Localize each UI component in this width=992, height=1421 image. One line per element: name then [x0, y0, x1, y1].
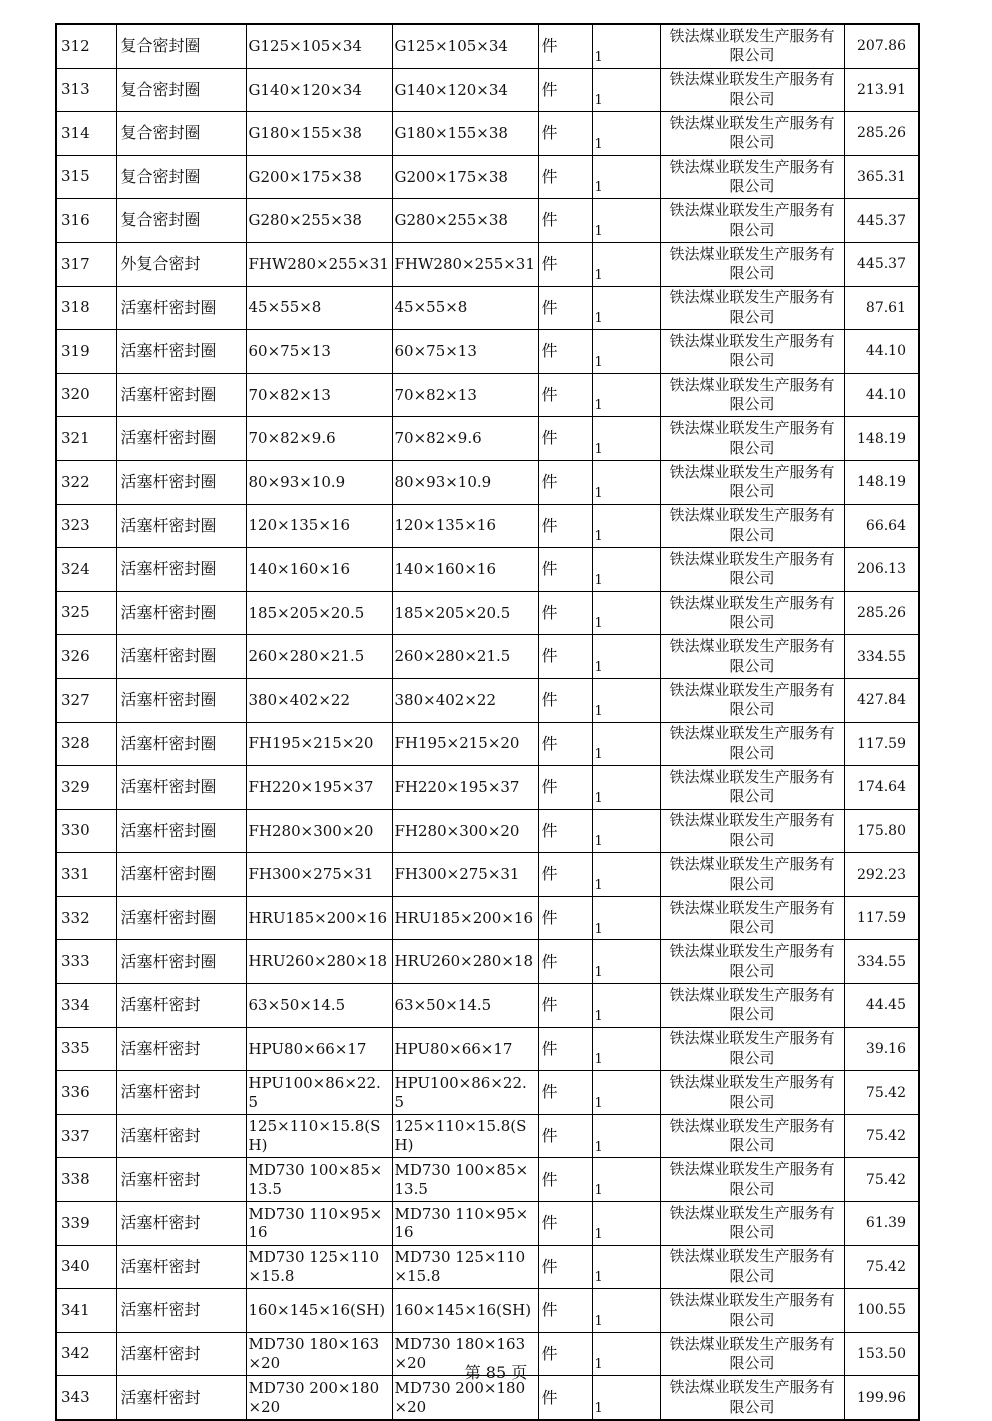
unit-price-cell: 75.42 [844, 1114, 919, 1158]
supplier-cell: 铁法煤业联发生产服务有限公司 [660, 1245, 844, 1289]
table-row [56, 24, 919, 68]
supplier-cell: 铁法煤业联发生产服务有限公司 [660, 460, 844, 504]
row-number-cell: 328 [56, 722, 116, 766]
table-row [56, 286, 919, 330]
supplier-cell: 铁法煤业联发生产服务有限公司 [660, 548, 844, 592]
unit-price-cell: 44.45 [844, 984, 919, 1028]
unit-price-cell: 427.84 [844, 678, 919, 722]
item-name-cell: 复合密封圈 [116, 24, 246, 68]
item-name-cell: 复合密封圈 [116, 199, 246, 243]
unit-cell: 件 [538, 1245, 592, 1289]
specification-cell: 80×93×10.9 [246, 460, 392, 504]
quantity-cell: 1 [592, 940, 660, 984]
unit-price-cell: 75.42 [844, 1071, 919, 1115]
unit-price-cell: 117.59 [844, 722, 919, 766]
unit-cell: 件 [538, 853, 592, 897]
model-cell: MD730 180×163×20 [392, 1332, 538, 1376]
supplier-cell: 铁法煤业联发生产服务有限公司 [660, 1376, 844, 1420]
specification-cell: 70×82×9.6 [246, 417, 392, 461]
quantity-cell: 1 [592, 1332, 660, 1376]
item-name-cell: 活塞杆密封圈 [116, 635, 246, 679]
model-cell: G140×120×34 [392, 68, 538, 112]
supplier-cell: 铁法煤业联发生产服务有限公司 [660, 635, 844, 679]
table-row [56, 504, 919, 548]
quantity-cell: 1 [592, 242, 660, 286]
model-cell: G280×255×38 [392, 199, 538, 243]
supplier-cell: 铁法煤业联发生产服务有限公司 [660, 1071, 844, 1115]
supplier-cell: 铁法煤业联发生产服务有限公司 [660, 112, 844, 156]
supplier-cell: 铁法煤业联发生产服务有限公司 [660, 504, 844, 548]
unit-price-cell: 213.91 [844, 68, 919, 112]
specification-cell: 60×75×13 [246, 330, 392, 374]
quantity-cell: 1 [592, 591, 660, 635]
unit-price-cell: 100.55 [844, 1289, 919, 1333]
item-name-cell: 活塞杆密封圈 [116, 330, 246, 374]
unit-cell: 件 [538, 1071, 592, 1115]
unit-cell: 件 [538, 1027, 592, 1071]
row-number-cell: 321 [56, 417, 116, 461]
quantity-cell: 1 [592, 548, 660, 592]
quantity-cell: 1 [592, 1071, 660, 1115]
table-row [56, 1202, 919, 1246]
table-row [56, 68, 919, 112]
model-cell: HPU100×86×22.5 [392, 1071, 538, 1115]
supplier-cell: 铁法煤业联发生产服务有限公司 [660, 1202, 844, 1246]
quantity-cell: 1 [592, 199, 660, 243]
specification-cell: MD730 100×85×13.5 [246, 1158, 392, 1202]
unit-cell: 件 [538, 242, 592, 286]
model-cell: HRU185×200×16 [392, 896, 538, 940]
unit-price-cell: 75.42 [844, 1158, 919, 1202]
model-cell: 140×160×16 [392, 548, 538, 592]
table-row [56, 112, 919, 156]
row-number-cell: 324 [56, 548, 116, 592]
table-row [56, 940, 919, 984]
supplier-cell: 铁法煤业联发生产服务有限公司 [660, 330, 844, 374]
specification-cell: FH280×300×20 [246, 809, 392, 853]
specification-cell: MD730 110×95×16 [246, 1202, 392, 1246]
table-row [56, 591, 919, 635]
row-number-cell: 342 [56, 1332, 116, 1376]
item-name-cell: 活塞杆密封 [116, 1332, 246, 1376]
item-name-cell: 活塞杆密封圈 [116, 548, 246, 592]
specification-cell: 125×110×15.8(SH) [246, 1114, 392, 1158]
item-name-cell: 复合密封圈 [116, 68, 246, 112]
unit-cell: 件 [538, 591, 592, 635]
item-name-cell: 活塞杆密封圈 [116, 504, 246, 548]
supplier-cell: 铁法煤业联发生产服务有限公司 [660, 24, 844, 68]
quantity-cell: 1 [592, 1289, 660, 1333]
unit-price-cell: 87.61 [844, 286, 919, 330]
quantity-cell: 1 [592, 1376, 660, 1420]
quantity-cell: 1 [592, 766, 660, 810]
table-row [56, 1158, 919, 1202]
model-cell: MD730 100×85×13.5 [392, 1158, 538, 1202]
specification-cell: G280×255×38 [246, 199, 392, 243]
unit-cell: 件 [538, 417, 592, 461]
row-number-cell: 338 [56, 1158, 116, 1202]
table-row [56, 155, 919, 199]
model-cell: G125×105×34 [392, 24, 538, 68]
specification-cell: MD730 180×163×20 [246, 1332, 392, 1376]
specification-cell: FH300×275×31 [246, 853, 392, 897]
model-cell: 260×280×21.5 [392, 635, 538, 679]
table-row [56, 1245, 919, 1289]
unit-cell: 件 [538, 112, 592, 156]
table-row [56, 766, 919, 810]
row-number-cell: 322 [56, 460, 116, 504]
model-cell: 45×55×8 [392, 286, 538, 330]
table-row [56, 1289, 919, 1333]
specification-cell: 380×402×22 [246, 678, 392, 722]
unit-cell: 件 [538, 504, 592, 548]
model-cell: HPU80×66×17 [392, 1027, 538, 1071]
quantity-cell: 1 [592, 460, 660, 504]
row-number-cell: 315 [56, 155, 116, 199]
specification-cell: 140×160×16 [246, 548, 392, 592]
unit-price-cell: 153.50 [844, 1332, 919, 1376]
supplier-cell: 铁法煤业联发生产服务有限公司 [660, 286, 844, 330]
table-body [56, 24, 919, 1420]
quantity-cell: 1 [592, 286, 660, 330]
quantity-cell: 1 [592, 68, 660, 112]
row-number-cell: 318 [56, 286, 116, 330]
specification-cell: G125×105×34 [246, 24, 392, 68]
row-number-cell: 312 [56, 24, 116, 68]
page-number: 第 85 页 [464, 1363, 528, 1382]
item-name-cell: 复合密封圈 [116, 112, 246, 156]
table-row [56, 678, 919, 722]
unit-price-cell: 445.37 [844, 199, 919, 243]
specification-cell: FH195×215×20 [246, 722, 392, 766]
table-row [56, 1071, 919, 1115]
model-cell: 63×50×14.5 [392, 984, 538, 1028]
quantity-cell: 1 [592, 1245, 660, 1289]
unit-price-cell: 175.80 [844, 809, 919, 853]
supplier-cell: 铁法煤业联发生产服务有限公司 [660, 940, 844, 984]
item-name-cell: 活塞杆密封 [116, 1071, 246, 1115]
row-number-cell: 317 [56, 242, 116, 286]
unit-cell: 件 [538, 155, 592, 199]
unit-cell: 件 [538, 1332, 592, 1376]
specification-cell: HPU100×86×22.5 [246, 1071, 392, 1115]
supplier-cell: 铁法煤业联发生产服务有限公司 [660, 199, 844, 243]
model-cell: 160×145×16(SH) [392, 1289, 538, 1333]
item-name-cell: 活塞杆密封圈 [116, 722, 246, 766]
specification-cell: HRU260×280×18 [246, 940, 392, 984]
parts-price-table [55, 23, 920, 1421]
model-cell: HRU260×280×18 [392, 940, 538, 984]
table-row [56, 853, 919, 897]
unit-cell: 件 [538, 286, 592, 330]
unit-price-cell: 285.26 [844, 112, 919, 156]
model-cell: 120×135×16 [392, 504, 538, 548]
table-row [56, 417, 919, 461]
item-name-cell: 外复合密封 [116, 242, 246, 286]
table-row [56, 242, 919, 286]
quantity-cell: 1 [592, 984, 660, 1028]
unit-price-cell: 148.19 [844, 460, 919, 504]
row-number-cell: 333 [56, 940, 116, 984]
specification-cell: HPU80×66×17 [246, 1027, 392, 1071]
unit-price-cell: 365.31 [844, 155, 919, 199]
unit-cell: 件 [538, 722, 592, 766]
row-number-cell: 326 [56, 635, 116, 679]
unit-cell: 件 [538, 1158, 592, 1202]
unit-price-cell: 75.42 [844, 1245, 919, 1289]
supplier-cell: 铁法煤业联发生产服务有限公司 [660, 373, 844, 417]
supplier-cell: 铁法煤业联发生产服务有限公司 [660, 417, 844, 461]
model-cell: FH220×195×37 [392, 766, 538, 810]
supplier-cell: 铁法煤业联发生产服务有限公司 [660, 809, 844, 853]
model-cell: 60×75×13 [392, 330, 538, 374]
quantity-cell: 1 [592, 635, 660, 679]
item-name-cell: 活塞杆密封 [116, 1245, 246, 1289]
supplier-cell: 铁法煤业联发生产服务有限公司 [660, 1289, 844, 1333]
table-row [56, 373, 919, 417]
row-number-cell: 337 [56, 1114, 116, 1158]
unit-price-cell: 174.64 [844, 766, 919, 810]
table-row [56, 1027, 919, 1071]
supplier-cell: 铁法煤业联发生产服务有限公司 [660, 678, 844, 722]
unit-cell: 件 [538, 635, 592, 679]
table-row [56, 1114, 919, 1158]
row-number-cell: 340 [56, 1245, 116, 1289]
unit-price-cell: 445.37 [844, 242, 919, 286]
specification-cell: G140×120×34 [246, 68, 392, 112]
model-cell: G200×175×38 [392, 155, 538, 199]
supplier-cell: 铁法煤业联发生产服务有限公司 [660, 155, 844, 199]
item-name-cell: 活塞杆密封圈 [116, 417, 246, 461]
table-row [56, 199, 919, 243]
row-number-cell: 331 [56, 853, 116, 897]
row-number-cell: 316 [56, 199, 116, 243]
quantity-cell: 1 [592, 373, 660, 417]
table-row [56, 460, 919, 504]
table-row [56, 548, 919, 592]
model-cell: MD730 200×180×20 [392, 1376, 538, 1420]
supplier-cell: 铁法煤业联发生产服务有限公司 [660, 242, 844, 286]
specification-cell: FH220×195×37 [246, 766, 392, 810]
specification-cell: MD730 125×110×15.8 [246, 1245, 392, 1289]
row-number-cell: 343 [56, 1376, 116, 1420]
row-number-cell: 341 [56, 1289, 116, 1333]
item-name-cell: 活塞杆密封 [116, 1376, 246, 1420]
quantity-cell: 1 [592, 155, 660, 199]
supplier-cell: 铁法煤业联发生产服务有限公司 [660, 591, 844, 635]
item-name-cell: 活塞杆密封圈 [116, 591, 246, 635]
supplier-cell: 铁法煤业联发生产服务有限公司 [660, 1332, 844, 1376]
specification-cell: 70×82×13 [246, 373, 392, 417]
model-cell: FHW280×255×31 [392, 242, 538, 286]
row-number-cell: 325 [56, 591, 116, 635]
unit-cell: 件 [538, 896, 592, 940]
item-name-cell: 复合密封圈 [116, 155, 246, 199]
unit-cell: 件 [538, 1114, 592, 1158]
item-name-cell: 活塞杆密封 [116, 1027, 246, 1071]
row-number-cell: 334 [56, 984, 116, 1028]
unit-price-cell: 44.10 [844, 330, 919, 374]
model-cell: G180×155×38 [392, 112, 538, 156]
unit-cell: 件 [538, 68, 592, 112]
supplier-cell: 铁法煤业联发生产服务有限公司 [660, 766, 844, 810]
unit-price-cell: 61.39 [844, 1202, 919, 1246]
item-name-cell: 活塞杆密封圈 [116, 853, 246, 897]
unit-price-cell: 334.55 [844, 635, 919, 679]
table-row [56, 330, 919, 374]
unit-price-cell: 148.19 [844, 417, 919, 461]
quantity-cell: 1 [592, 330, 660, 374]
unit-price-cell: 285.26 [844, 591, 919, 635]
supplier-cell: 铁法煤业联发生产服务有限公司 [660, 896, 844, 940]
unit-cell: 件 [538, 984, 592, 1028]
supplier-cell: 铁法煤业联发生产服务有限公司 [660, 1158, 844, 1202]
quantity-cell: 1 [592, 722, 660, 766]
unit-cell: 件 [538, 24, 592, 68]
model-cell: FH300×275×31 [392, 853, 538, 897]
row-number-cell: 336 [56, 1071, 116, 1115]
quantity-cell: 1 [592, 1114, 660, 1158]
specification-cell: 120×135×16 [246, 504, 392, 548]
quantity-cell: 1 [592, 112, 660, 156]
row-number-cell: 339 [56, 1202, 116, 1246]
item-name-cell: 活塞杆密封 [116, 1202, 246, 1246]
model-cell: 70×82×13 [392, 373, 538, 417]
unit-price-cell: 207.86 [844, 24, 919, 68]
unit-cell: 件 [538, 1376, 592, 1420]
unit-cell: 件 [538, 548, 592, 592]
specification-cell: MD730 200×180×20 [246, 1376, 392, 1420]
unit-cell: 件 [538, 330, 592, 374]
unit-cell: 件 [538, 199, 592, 243]
item-name-cell: 活塞杆密封圈 [116, 373, 246, 417]
specification-cell: HRU185×200×16 [246, 896, 392, 940]
quantity-cell: 1 [592, 853, 660, 897]
quantity-cell: 1 [592, 504, 660, 548]
item-name-cell: 活塞杆密封圈 [116, 766, 246, 810]
unit-price-cell: 206.13 [844, 548, 919, 592]
supplier-cell: 铁法煤业联发生产服务有限公司 [660, 722, 844, 766]
item-name-cell: 活塞杆密封圈 [116, 809, 246, 853]
unit-price-cell: 334.55 [844, 940, 919, 984]
unit-price-cell: 44.10 [844, 373, 919, 417]
specification-cell: 260×280×21.5 [246, 635, 392, 679]
model-cell: FH280×300×20 [392, 809, 538, 853]
supplier-cell: 铁法煤业联发生产服务有限公司 [660, 984, 844, 1028]
unit-cell: 件 [538, 766, 592, 810]
specification-cell: FHW280×255×31 [246, 242, 392, 286]
specification-cell: 160×145×16(SH) [246, 1289, 392, 1333]
item-name-cell: 活塞杆密封圈 [116, 940, 246, 984]
supplier-cell: 铁法煤业联发生产服务有限公司 [660, 1027, 844, 1071]
unit-cell: 件 [538, 1289, 592, 1333]
quantity-cell: 1 [592, 417, 660, 461]
row-number-cell: 323 [56, 504, 116, 548]
quantity-cell: 1 [592, 678, 660, 722]
unit-cell: 件 [538, 940, 592, 984]
quantity-cell: 1 [592, 24, 660, 68]
quantity-cell: 1 [592, 896, 660, 940]
item-name-cell: 活塞杆密封 [116, 1114, 246, 1158]
model-cell: MD730 110×95×16 [392, 1202, 538, 1246]
item-name-cell: 活塞杆密封 [116, 984, 246, 1028]
row-number-cell: 330 [56, 809, 116, 853]
supplier-cell: 铁法煤业联发生产服务有限公司 [660, 853, 844, 897]
table-row [56, 635, 919, 679]
model-cell: 70×82×9.6 [392, 417, 538, 461]
quantity-cell: 1 [592, 809, 660, 853]
unit-price-cell: 292.23 [844, 853, 919, 897]
model-cell: MD730 125×110×15.8 [392, 1245, 538, 1289]
item-name-cell: 活塞杆密封圈 [116, 460, 246, 504]
unit-price-cell: 39.16 [844, 1027, 919, 1071]
row-number-cell: 335 [56, 1027, 116, 1071]
unit-cell: 件 [538, 460, 592, 504]
supplier-cell: 铁法煤业联发生产服务有限公司 [660, 1114, 844, 1158]
specification-cell: G180×155×38 [246, 112, 392, 156]
row-number-cell: 313 [56, 68, 116, 112]
specification-cell: 45×55×8 [246, 286, 392, 330]
item-name-cell: 活塞杆密封 [116, 1289, 246, 1333]
supplier-cell: 铁法煤业联发生产服务有限公司 [660, 68, 844, 112]
row-number-cell: 327 [56, 678, 116, 722]
table-row [56, 722, 919, 766]
table-row [56, 984, 919, 1028]
model-cell: 185×205×20.5 [392, 591, 538, 635]
specification-cell: G200×175×38 [246, 155, 392, 199]
item-name-cell: 活塞杆密封圈 [116, 896, 246, 940]
unit-cell: 件 [538, 678, 592, 722]
row-number-cell: 329 [56, 766, 116, 810]
unit-cell: 件 [538, 809, 592, 853]
unit-cell: 件 [538, 1202, 592, 1246]
item-name-cell: 活塞杆密封 [116, 1158, 246, 1202]
item-name-cell: 活塞杆密封圈 [116, 678, 246, 722]
table-row [56, 809, 919, 853]
model-cell: 125×110×15.8(SH) [392, 1114, 538, 1158]
unit-price-cell: 117.59 [844, 896, 919, 940]
row-number-cell: 314 [56, 112, 116, 156]
row-number-cell: 332 [56, 896, 116, 940]
quantity-cell: 1 [592, 1158, 660, 1202]
unit-price-cell: 66.64 [844, 504, 919, 548]
table-row [56, 896, 919, 940]
item-name-cell: 活塞杆密封圈 [116, 286, 246, 330]
unit-price-cell: 199.96 [844, 1376, 919, 1420]
model-cell: 80×93×10.9 [392, 460, 538, 504]
quantity-cell: 1 [592, 1202, 660, 1246]
row-number-cell: 320 [56, 373, 116, 417]
quantity-cell: 1 [592, 1027, 660, 1071]
model-cell: 380×402×22 [392, 678, 538, 722]
specification-cell: 63×50×14.5 [246, 984, 392, 1028]
specification-cell: 185×205×20.5 [246, 591, 392, 635]
unit-cell: 件 [538, 373, 592, 417]
model-cell: FH195×215×20 [392, 722, 538, 766]
row-number-cell: 319 [56, 330, 116, 374]
